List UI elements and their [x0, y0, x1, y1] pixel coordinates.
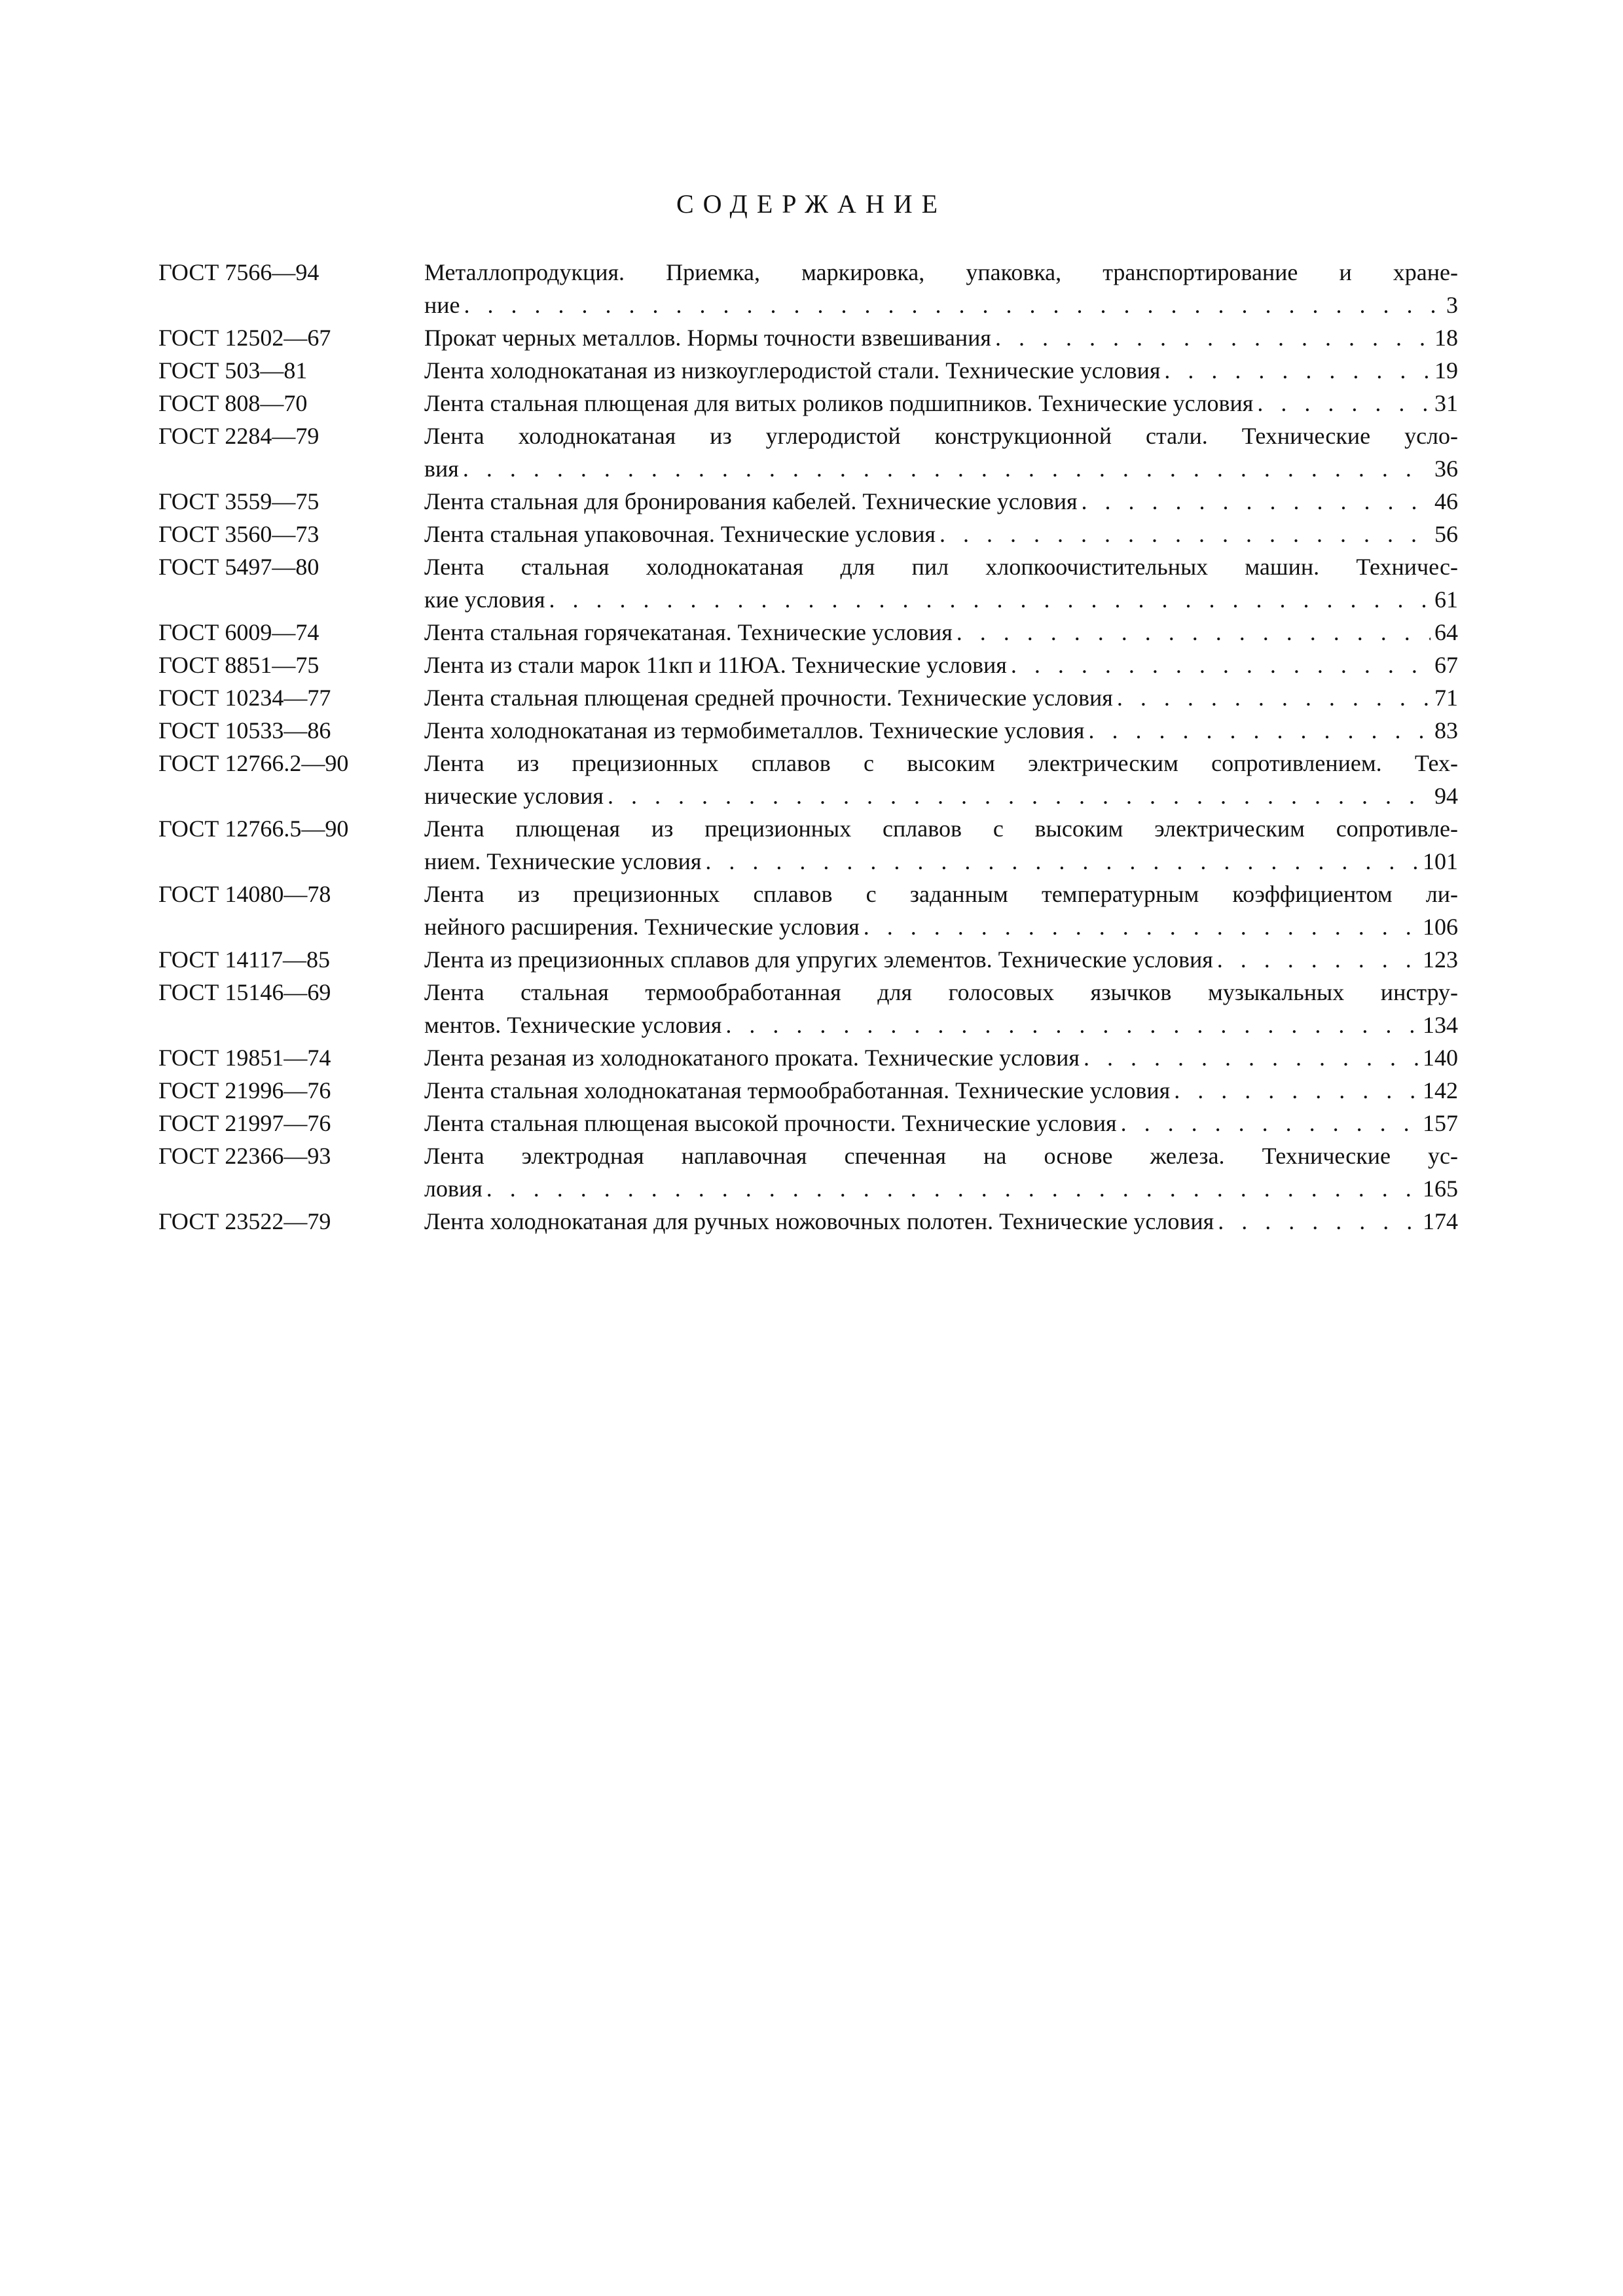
toc-entry-description [424, 354, 1458, 387]
toc-entry-title-line: Лента стальная упаковочная. Технические условия [424, 521, 936, 547]
toc-entry-code: ГОСТ 5497—80 [158, 554, 319, 580]
toc-entry-description [424, 1107, 1458, 1139]
toc-entry [158, 1139, 1458, 1205]
page-title: СОДЕРЖАНИЕ [676, 189, 947, 219]
toc-entry-last-line [424, 1074, 1458, 1107]
toc-entry-title-line: Лента стальная плющеная высокой прочности. Технические условия [424, 1110, 1117, 1136]
toc-entry-title-line: Лента из прецизионных сплавов для упругих элементов. Технические условия [424, 946, 1213, 973]
toc-entry-last-line [424, 1041, 1458, 1074]
dot-leader [1117, 681, 1431, 714]
toc-entry-last-line [424, 583, 1458, 616]
toc-entry [158, 256, 1458, 321]
toc-entry-last-line [424, 845, 1458, 878]
toc-entry-description [424, 649, 1458, 681]
dot-leader [1084, 1041, 1419, 1074]
toc-entry-code: ГОСТ 3560—73 [158, 521, 319, 547]
toc-entry-title-line: Прокат черных металлов. Нормы точности взвешивания [424, 325, 991, 351]
toc-entry-code: ГОСТ 8851—75 [158, 652, 319, 678]
toc-entry [158, 812, 1458, 878]
toc-entry-page-number: 18 [1434, 325, 1458, 351]
dot-leader [549, 583, 1431, 616]
dot-leader [464, 289, 1442, 321]
toc-entry-page-number: 19 [1434, 357, 1458, 384]
toc-entry-code: ГОСТ 22366—93 [158, 1143, 331, 1169]
toc-entry-title-line: Лента из стали марок 11кп и 11ЮА. Технические условия [424, 652, 1007, 678]
dot-leader [1217, 943, 1419, 976]
dot-leader [1011, 649, 1431, 681]
toc-entry-description [424, 681, 1458, 714]
toc-entry-page-number: 94 [1434, 783, 1458, 809]
toc-entry [158, 518, 1458, 550]
toc-entry-page-number: 67 [1434, 652, 1458, 678]
dot-leader [725, 1009, 1419, 1041]
toc-entry-code: ГОСТ 10234—77 [158, 685, 331, 711]
toc-entry-last-line [424, 485, 1458, 518]
toc-entry-page-number: 140 [1423, 1045, 1458, 1071]
toc-entry-page-number: 101 [1423, 848, 1458, 874]
toc-entry-title-line: ловия [424, 1175, 483, 1202]
toc-entry-last-line [424, 943, 1458, 976]
toc-entry-title-line: Лента холоднокатаная из низкоуглеродистой стали. Технические условия [424, 357, 1161, 384]
toc-entry-description [424, 550, 1458, 616]
toc-entry [158, 976, 1458, 1041]
toc-entry-description [424, 1074, 1458, 1107]
toc-entry [158, 1205, 1458, 1238]
toc-entry-title-line: вия [424, 456, 459, 482]
toc-entry-description [424, 976, 1458, 1041]
toc-entry-code: ГОСТ 15146—69 [158, 979, 331, 1005]
toc-entry-description [424, 747, 1458, 812]
toc-entry-title-line: Лента из прецизионных сплавов с заданным температурным коэффициентом ли- [424, 881, 1458, 907]
toc-entry [158, 354, 1458, 387]
toc-entry-description [424, 420, 1458, 485]
dot-leader [864, 910, 1419, 943]
toc-entry-page-number: 36 [1434, 456, 1458, 482]
toc-entry-code: ГОСТ 503—81 [158, 357, 308, 384]
toc-entry-description [424, 387, 1458, 420]
toc-entry [158, 681, 1458, 714]
toc-entry-page-number: 142 [1423, 1077, 1458, 1103]
toc-entry-page-number: 64 [1434, 619, 1458, 645]
toc-entry-code: ГОСТ 10533—86 [158, 717, 331, 744]
dot-leader [608, 780, 1431, 812]
toc-entry-description [424, 256, 1458, 321]
toc-entry-last-line [424, 354, 1458, 387]
toc-entry-last-line [424, 1205, 1458, 1238]
toc-entry-code: ГОСТ 14117—85 [158, 946, 331, 973]
toc-entry-code: ГОСТ 23522—79 [158, 1208, 331, 1234]
dot-leader [1164, 354, 1431, 387]
toc-entry-page-number: 174 [1423, 1208, 1458, 1234]
toc-entry [158, 878, 1458, 943]
toc-entry-title-line: Металлопродукция. Приемка, маркировка, упаковка, транспортирование и хране- [424, 259, 1458, 285]
toc-entry-title-line: Лента стальная горячекатаная. Технические условия [424, 619, 953, 645]
toc-entry [158, 1107, 1458, 1139]
toc-entry-title-line: Лента стальная для бронирования кабелей. Технические условия [424, 488, 1078, 514]
toc-entry-last-line [424, 289, 1458, 321]
toc-entry-description [424, 1041, 1458, 1074]
toc-entry-page-number: 71 [1434, 685, 1458, 711]
toc-entry-code: ГОСТ 808—70 [158, 390, 308, 416]
toc-entry-title-line: Лента стальная холоднокатаная для пил хлопкоочистительных машин. Техничес- [424, 554, 1458, 580]
dot-leader [705, 845, 1419, 878]
toc-entry-page-number: 46 [1434, 488, 1458, 514]
toc-entry [158, 943, 1458, 976]
toc-entry-description [424, 1139, 1458, 1205]
toc-entry-description [424, 616, 1458, 649]
toc-entry [158, 550, 1458, 616]
toc-entry [158, 420, 1458, 485]
toc-entry-page-number: 106 [1423, 914, 1458, 940]
toc-entry-last-line [424, 714, 1458, 747]
toc-entry-last-line [424, 1009, 1458, 1041]
toc-entry-title-line: ние [424, 292, 460, 318]
toc-entry-page-number: 123 [1423, 946, 1458, 973]
dot-leader [1218, 1205, 1419, 1238]
toc-entry-description [424, 321, 1458, 354]
toc-entry-code: ГОСТ 19851—74 [158, 1045, 331, 1071]
dot-leader [1174, 1074, 1419, 1107]
toc-entry-last-line [424, 910, 1458, 943]
toc-entry-last-line [424, 1107, 1458, 1139]
dot-leader [486, 1172, 1419, 1205]
toc-entry-title-line: нием. Технические условия [424, 848, 702, 874]
toc-entry-page-number: 31 [1434, 390, 1458, 416]
toc-entry-code: ГОСТ 12766.2—90 [158, 750, 349, 776]
toc-entry-code: ГОСТ 21997—76 [158, 1110, 331, 1136]
toc-entry-title-line: ментов. Технические условия [424, 1012, 722, 1038]
toc-entry-title-line: Лента из прецизионных сплавов с высоким электрическим сопротивлением. Тех- [424, 750, 1458, 776]
toc-entry-code: ГОСТ 12766.5—90 [158, 816, 349, 842]
toc-entry [158, 1074, 1458, 1107]
toc-entry [158, 616, 1458, 649]
toc-entry-title-line: Лента холоднокатаная из углеродистой конструкционной стали. Технические усло- [424, 423, 1458, 449]
toc-entry [158, 485, 1458, 518]
toc-entry-description [424, 812, 1458, 878]
toc-entry [158, 321, 1458, 354]
toc-entry-description [424, 1205, 1458, 1238]
toc-entry-title-line: нические условия [424, 783, 604, 809]
toc-entry-title-line: Лента стальная плющеная средней прочности. Технические условия [424, 685, 1113, 711]
toc-entry-page-number: 83 [1434, 717, 1458, 744]
toc-entry-page-number: 56 [1434, 521, 1458, 547]
toc-entry-title-line: Лента плющеная из прецизионных сплавов с высоким электрическим сопротивле- [424, 816, 1458, 842]
toc-entry [158, 649, 1458, 681]
toc-entry-last-line [424, 1172, 1458, 1205]
toc-entry-description [424, 518, 1458, 550]
toc-entry [158, 747, 1458, 812]
toc-entry-page-number: 3 [1446, 292, 1458, 318]
toc-entry-title-line: Лента резаная из холоднокатаного проката. Технические условия [424, 1045, 1080, 1071]
toc-entry-last-line [424, 681, 1458, 714]
toc-entry-description [424, 714, 1458, 747]
toc-entry-last-line [424, 518, 1458, 550]
toc-entry-page-number: 134 [1423, 1012, 1458, 1038]
toc-entry-title-line: Лента стальная холоднокатаная термообработанная. Технические условия [424, 1077, 1171, 1103]
toc-entry-title-line: Лента стальная термообработанная для голосовых язычков музыкальных инстру- [424, 979, 1458, 1005]
toc-entry-last-line [424, 780, 1458, 812]
toc-entry-title-line: Лента холоднокатаная из термобиметаллов. Технические условия [424, 717, 1085, 744]
toc-entry-last-line [424, 616, 1458, 649]
toc-entry-last-line [424, 321, 1458, 354]
toc-entry-page-number: 61 [1434, 586, 1458, 613]
toc-entry-title-line: кие условия [424, 586, 545, 613]
dot-leader [1088, 714, 1431, 747]
dot-leader [957, 616, 1431, 649]
toc-entry-code: ГОСТ 14080—78 [158, 881, 331, 907]
dot-leader [463, 452, 1431, 485]
dot-leader [1082, 485, 1431, 518]
toc-entry-code: ГОСТ 2284—79 [158, 423, 319, 449]
toc-entry-code: ГОСТ 6009—74 [158, 619, 319, 645]
toc-entry [158, 1041, 1458, 1074]
toc-entry-code: ГОСТ 12502—67 [158, 325, 331, 351]
toc-entry-last-line [424, 452, 1458, 485]
toc-entry-code: ГОСТ 21996—76 [158, 1077, 331, 1103]
toc-entry-title-line: нейного расширения. Технические условия [424, 914, 860, 940]
toc-entry-title-line: Лента электродная наплавочная спеченная на основе железа. Технические ус- [424, 1143, 1458, 1169]
toc-entry-page-number: 165 [1423, 1175, 1458, 1202]
dot-leader [1121, 1107, 1419, 1139]
toc-entry-last-line [424, 387, 1458, 420]
dot-leader [939, 518, 1431, 550]
toc-entry-description [424, 943, 1458, 976]
toc-entry-title-line: Лента холоднокатаная для ручных ножовочных полотен. Технические условия [424, 1208, 1214, 1234]
toc-entry-title-line: Лента стальная плющеная для витых роликов подшипников. Технические условия [424, 390, 1254, 416]
toc-entry-code: ГОСТ 3559—75 [158, 488, 319, 514]
toc-entry-last-line [424, 649, 1458, 681]
table-of-contents [158, 256, 1458, 1238]
toc-entry [158, 714, 1458, 747]
dot-leader [1257, 387, 1431, 420]
toc-entry [158, 387, 1458, 420]
toc-entry-code: ГОСТ 7566—94 [158, 259, 319, 285]
toc-entry-description [424, 485, 1458, 518]
toc-entry-description [424, 878, 1458, 943]
dot-leader [995, 321, 1431, 354]
toc-entry-page-number: 157 [1423, 1110, 1458, 1136]
